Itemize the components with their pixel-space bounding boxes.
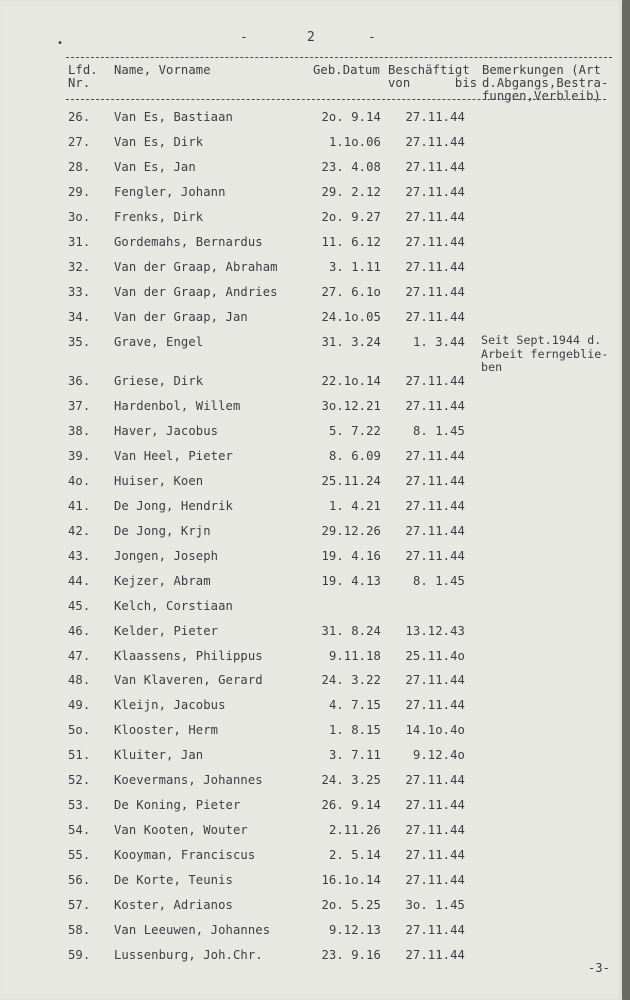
table-row bbox=[0, 235, 622, 253]
row-name: Van Es, Jan bbox=[114, 159, 196, 174]
row-number: 5o. bbox=[68, 723, 91, 738]
row-employed-until: 27.11.44 bbox=[405, 848, 465, 863]
table-row bbox=[0, 599, 622, 617]
row-name: Fengler, Johann bbox=[114, 184, 226, 199]
row-birthdate: 9.12.13 bbox=[328, 922, 381, 937]
table-row bbox=[0, 449, 622, 467]
table-row bbox=[0, 499, 622, 517]
remark-row-35: Seit Sept.1944 d. Arbeit ferngeblie- ben bbox=[481, 333, 609, 374]
table-row bbox=[0, 310, 622, 328]
row-employed-until: 27.11.44 bbox=[405, 309, 465, 324]
row-employed-until: 27.11.44 bbox=[405, 184, 465, 199]
row-name: Kelder, Pieter bbox=[114, 623, 219, 638]
row-birthdate: 2.11.26 bbox=[328, 823, 381, 838]
row-employed-until: 9.12.4o bbox=[412, 748, 465, 763]
row-birthdate: 19. 4.16 bbox=[321, 548, 381, 563]
row-number: 27. bbox=[68, 134, 91, 149]
row-name: Van Heel, Pieter bbox=[114, 448, 233, 463]
row-birthdate: 29. 2.12 bbox=[321, 184, 381, 199]
row-birthdate: 23. 9.16 bbox=[321, 947, 381, 962]
table-row bbox=[0, 773, 622, 791]
row-number: 56. bbox=[68, 873, 91, 888]
row-name: Van der Graap, Jan bbox=[114, 309, 248, 324]
row-birthdate: 31. 3.24 bbox=[321, 334, 381, 349]
row-number: 44. bbox=[68, 573, 91, 588]
row-name: Kooyman, Franciscus bbox=[114, 848, 256, 863]
row-birthdate: 23. 4.08 bbox=[321, 159, 381, 174]
row-name: Lussenburg, Joh.Chr. bbox=[114, 947, 263, 962]
header-rule-bottom bbox=[66, 99, 606, 100]
row-name: Griese, Dirk bbox=[114, 374, 204, 389]
row-name: Grave, Engel bbox=[114, 334, 204, 349]
row-employed-until: 27.11.44 bbox=[405, 284, 465, 299]
row-number: 45. bbox=[68, 598, 91, 613]
row-employed-until: 3o. 1.45 bbox=[405, 898, 465, 912]
table-row bbox=[0, 285, 622, 303]
row-number: 48. bbox=[68, 673, 91, 688]
row-number: 49. bbox=[68, 698, 91, 713]
row-name: Van Kooten, Wouter bbox=[114, 823, 248, 838]
row-employed-until: 27.11.44 bbox=[405, 259, 465, 274]
table-row bbox=[0, 698, 622, 716]
row-birthdate: 3o.12.21 bbox=[321, 399, 381, 413]
row-name: Van der Graap, Abraham bbox=[114, 259, 278, 274]
row-number: 26. bbox=[68, 110, 91, 124]
row-employed-until: 27.11.44 bbox=[405, 473, 465, 488]
row-employed-until: 13.12.43 bbox=[405, 623, 465, 638]
row-name: Klaassens, Philippus bbox=[114, 648, 263, 663]
row-number: 31. bbox=[68, 234, 91, 249]
table-row bbox=[0, 135, 622, 153]
row-number: 43. bbox=[68, 548, 91, 563]
row-number: 33. bbox=[68, 284, 91, 299]
header-remarks: Bemerkungen (Art d.Abgangs,Bestra- fungen,Verbleib) bbox=[482, 63, 609, 103]
row-birthdate: 2. 5.14 bbox=[328, 848, 381, 863]
row-birthdate: 1. 8.15 bbox=[328, 723, 381, 738]
row-birthdate: 1.1o.06 bbox=[328, 134, 381, 149]
row-birthdate: 19. 4.13 bbox=[321, 573, 381, 588]
row-employed-until: 27.11.44 bbox=[405, 159, 465, 174]
row-employed-until: 27.11.44 bbox=[405, 498, 465, 513]
row-employed-until: 27.11.44 bbox=[405, 448, 465, 463]
row-name: Van Leeuwen, Johannes bbox=[114, 922, 271, 937]
row-name: Van Klaveren, Gerard bbox=[114, 673, 263, 688]
row-birthdate: 29.12.26 bbox=[321, 523, 381, 538]
table-row bbox=[0, 673, 622, 691]
table-row bbox=[0, 210, 622, 228]
row-birthdate: 5. 7.22 bbox=[328, 423, 381, 438]
row-name: Klooster, Herm bbox=[114, 723, 219, 738]
row-birthdate: 9.11.18 bbox=[328, 648, 381, 663]
row-birthdate: 8. 6.09 bbox=[328, 448, 381, 463]
row-employed-until: 27.11.44 bbox=[405, 548, 465, 563]
row-employed-until: 27.11.44 bbox=[405, 234, 465, 249]
row-number: 36. bbox=[68, 374, 91, 389]
next-page-marker: -3- bbox=[588, 961, 610, 975]
row-birthdate: 1. 4.21 bbox=[328, 498, 381, 513]
header-rule-top bbox=[66, 57, 612, 58]
row-employed-until: 27.11.44 bbox=[405, 823, 465, 838]
row-employed-until: 27.11.44 bbox=[405, 873, 465, 888]
row-employed-until: 27.11.44 bbox=[405, 110, 465, 124]
row-birthdate: 24. 3.25 bbox=[321, 773, 381, 788]
table-row bbox=[0, 474, 622, 492]
table-row bbox=[0, 898, 622, 916]
row-employed-until: 27.11.44 bbox=[405, 134, 465, 149]
row-number: 3o. bbox=[68, 209, 91, 224]
row-number: 37. bbox=[68, 399, 91, 413]
row-birthdate: 24.1o.05 bbox=[321, 309, 381, 324]
row-name: De Jong, Krjn bbox=[114, 523, 211, 538]
table-row bbox=[0, 624, 622, 642]
row-employed-until: 8. 1.45 bbox=[412, 573, 465, 588]
row-employed-until: 27.11.44 bbox=[405, 673, 465, 688]
row-number: 52. bbox=[68, 773, 91, 788]
header-birthdate: Geb.Datum bbox=[313, 63, 380, 77]
row-employed-until: 27.11.44 bbox=[405, 209, 465, 224]
table-row bbox=[0, 374, 622, 392]
table-row bbox=[0, 723, 622, 741]
row-name: Haver, Jacobus bbox=[114, 423, 219, 438]
row-number: 39. bbox=[68, 448, 91, 463]
table-row bbox=[0, 948, 622, 966]
punch-dot: • bbox=[57, 38, 64, 49]
table-row bbox=[0, 848, 622, 866]
row-name: De Jong, Hendrik bbox=[114, 498, 233, 513]
row-number: 41. bbox=[68, 498, 91, 513]
row-name: Huiser, Koen bbox=[114, 473, 204, 488]
row-number: 4o. bbox=[68, 473, 91, 488]
row-name: Hardenbol, Willem bbox=[114, 399, 241, 413]
row-number: 54. bbox=[68, 823, 91, 838]
table-row bbox=[0, 873, 622, 891]
table-row bbox=[0, 160, 622, 178]
row-name: Van der Graap, Andries bbox=[114, 284, 278, 299]
table-row bbox=[0, 748, 622, 766]
table-row bbox=[0, 399, 622, 417]
row-number: 51. bbox=[68, 748, 91, 763]
row-number: 38. bbox=[68, 423, 91, 438]
table-row bbox=[0, 798, 622, 816]
row-number: 57. bbox=[68, 898, 91, 912]
row-name: Van Es, Bastiaan bbox=[114, 110, 233, 124]
row-birthdate: 11. 6.12 bbox=[321, 234, 381, 249]
row-number: 46. bbox=[68, 623, 91, 638]
table-row bbox=[0, 524, 622, 542]
page-number-dash-left: - bbox=[240, 30, 248, 45]
row-birthdate: 3. 1.11 bbox=[328, 259, 381, 274]
page-number-dash-right: - bbox=[368, 30, 376, 45]
row-number: 28. bbox=[68, 159, 91, 174]
row-employed-until: 27.11.44 bbox=[405, 798, 465, 813]
row-name: Van Es, Dirk bbox=[114, 134, 204, 149]
row-employed-until: 27.11.44 bbox=[405, 773, 465, 788]
table-row bbox=[0, 424, 622, 442]
row-employed-until: 25.11.4o bbox=[405, 648, 465, 663]
row-name: Kejzer, Abram bbox=[114, 573, 211, 588]
table-row bbox=[0, 549, 622, 567]
table-row bbox=[0, 649, 622, 667]
row-number: 55. bbox=[68, 848, 91, 863]
row-employed-until: 27.11.44 bbox=[405, 374, 465, 389]
row-number: 53. bbox=[68, 798, 91, 813]
row-name: Koster, Adrianos bbox=[114, 898, 233, 912]
row-number: 32. bbox=[68, 259, 91, 274]
row-employed-until: 8. 1.45 bbox=[412, 423, 465, 438]
row-number: 34. bbox=[68, 309, 91, 324]
row-name: Kleijn, Jacobus bbox=[114, 698, 226, 713]
row-name: Kluiter, Jan bbox=[114, 748, 204, 763]
row-birthdate: 27. 6.1o bbox=[321, 284, 381, 299]
row-number: 42. bbox=[68, 523, 91, 538]
row-name: De Korte, Teunis bbox=[114, 873, 233, 888]
row-birthdate: 3. 7.11 bbox=[328, 748, 381, 763]
header-nr: Lfd. Nr. bbox=[68, 63, 98, 90]
header-employed: Beschäftigt von bis bbox=[388, 63, 478, 90]
row-name: Jongen, Joseph bbox=[114, 548, 219, 563]
row-employed-until: 27.11.44 bbox=[405, 922, 465, 937]
row-birthdate: 4. 7.15 bbox=[328, 698, 381, 713]
table-row bbox=[0, 574, 622, 592]
row-birthdate: 22.1o.14 bbox=[321, 374, 381, 389]
row-number: 47. bbox=[68, 648, 91, 663]
row-employed-until: 14.1o.4o bbox=[405, 723, 465, 738]
table-row bbox=[0, 110, 622, 128]
page-number: 2 bbox=[307, 30, 315, 45]
row-birthdate: 2o. 9.14 bbox=[321, 110, 381, 124]
row-name: Kelch, Corstiaan bbox=[114, 598, 233, 613]
table-row bbox=[0, 823, 622, 841]
row-employed-until: 27.11.44 bbox=[405, 523, 465, 538]
table-row bbox=[0, 185, 622, 203]
row-name: Koevermans, Johannes bbox=[114, 773, 263, 788]
row-birthdate: 25.11.24 bbox=[321, 473, 381, 488]
row-employed-until: 27.11.44 bbox=[405, 947, 465, 962]
row-name: De Koning, Pieter bbox=[114, 798, 241, 813]
header-name: Name, Vorname bbox=[114, 63, 211, 77]
row-birthdate: 2o. 9.27 bbox=[321, 209, 381, 224]
row-number: 35. bbox=[68, 334, 91, 349]
row-birthdate: 31. 8.24 bbox=[321, 623, 381, 638]
row-birthdate: 24. 3.22 bbox=[321, 673, 381, 688]
row-employed-until: 27.11.44 bbox=[405, 698, 465, 713]
row-birthdate: 26. 9.14 bbox=[321, 798, 381, 813]
row-birthdate: 16.1o.14 bbox=[321, 873, 381, 888]
row-name: Gordemahs, Bernardus bbox=[114, 234, 263, 249]
table-row bbox=[0, 260, 622, 278]
row-number: 58. bbox=[68, 922, 91, 937]
table-row bbox=[0, 923, 622, 941]
row-number: 59. bbox=[68, 947, 91, 962]
row-employed-until: 1. 3.44 bbox=[412, 334, 465, 349]
row-name: Frenks, Dirk bbox=[114, 209, 204, 224]
row-number: 29. bbox=[68, 184, 91, 199]
row-employed-until: 27.11.44 bbox=[405, 399, 465, 413]
row-birthdate: 2o. 5.25 bbox=[321, 898, 381, 912]
